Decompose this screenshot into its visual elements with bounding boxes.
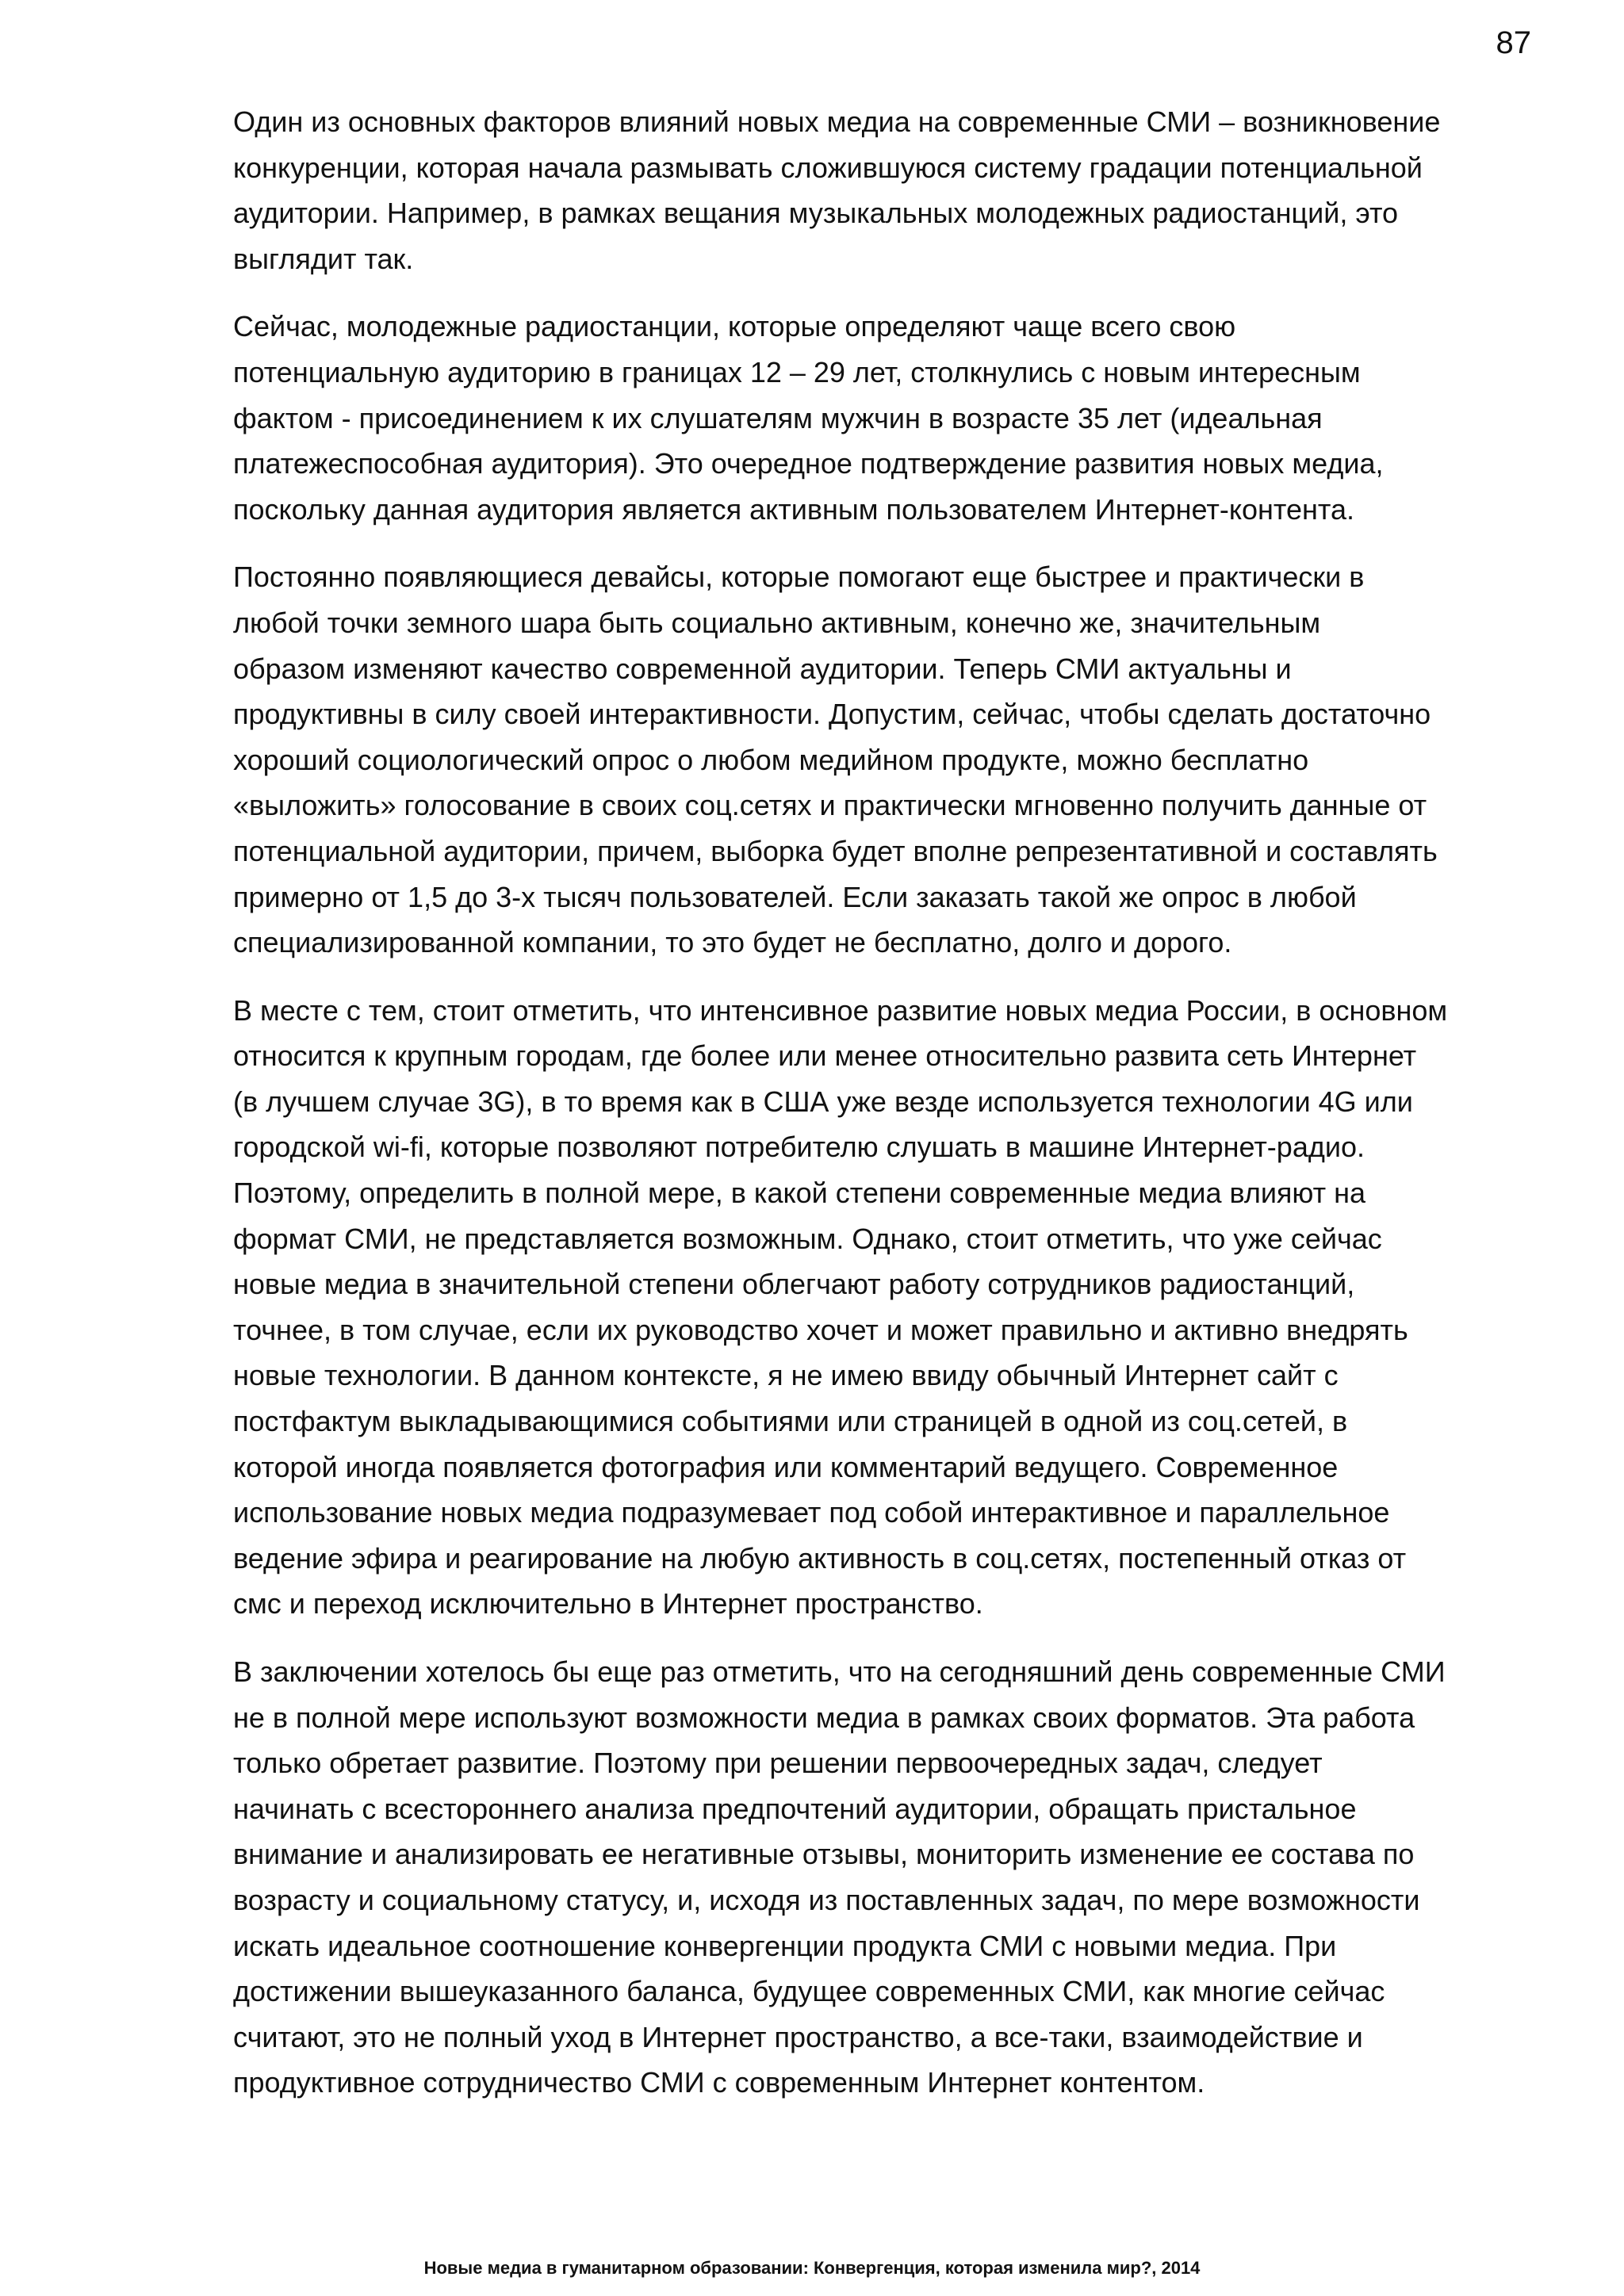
text-line: поскольку данная аудитория является активным пользователем Интернет-контента. — [233, 492, 1354, 526]
text-line: (в лучшем случае 3G), в то время как в США уже везде используется технологии 4G или — [233, 1085, 1413, 1118]
page-footer: Новые медиа в гуманитарном образовании: Конвергенция, которая изменила мир?, 2014 — [423, 2258, 1201, 2278]
text-line: возрасту и социальному статусу, и, исходя из поставленных задач, по мере возможности — [233, 1883, 1420, 1916]
text-line: точнее, в том случае, если их руководство хочет и может правильно и активно внедрять — [233, 1313, 1408, 1346]
text-line: «выложить» голосование в своих соц.сетях и практически мгновенно получить данные от — [233, 789, 1427, 822]
text-line: формат СМИ, не представляется возможным. Однако, стоит отметить, что уже сейчас — [233, 1222, 1382, 1255]
paragraph — [233, 554, 1526, 965]
text-line: городской wi-fi, которые позволяют потребителю слушать в машине Интернет-радио. — [233, 1131, 1365, 1164]
text-line: примерно от 1,5 до 3-х тысяч пользователей. Если заказать такой же опрос в любой — [233, 880, 1357, 913]
text-line: ведение эфира и реагирование на любую активность в соц.сетях, постепенный отказ от — [233, 1541, 1407, 1575]
text-line: не в полной мере используют возможности медиа в рамках своих форматов. Эта работа — [233, 1701, 1415, 1734]
text-line: специализированной компании, то это будет не бесплатно, долго и дорого. — [233, 926, 1232, 959]
text-line: аудитории. Например, в рамках вещания музыкальных молодежных радиостанций, это — [233, 197, 1399, 230]
text-line: считают, это не полный уход в Интернет пространство, а все-таки, взаимодействие и — [233, 2020, 1363, 2053]
text-line: Постоянно появляющиеся девайсы, которые помогают еще быстрее и практически в — [233, 561, 1365, 594]
text-line: только обретает развитие. Поэтому при решении первоочередных задач, следует — [233, 1747, 1323, 1780]
text-line: фактом - присоединением к их слушателям мужчин в возрасте 35 лет (идеальная — [233, 401, 1323, 434]
text-line: внимание и анализировать ее негативные отзывы, мониторить изменение ее состава по — [233, 1838, 1415, 1871]
text-line: Сейчас, молодежные радиостанции, которые определяют чаще всего свою — [233, 310, 1236, 343]
text-line: выглядит так. — [233, 242, 414, 275]
text-line: использование новых медиа подразумевает под собой интерактивное и параллельное — [233, 1496, 1390, 1529]
text-line: новые медиа в значительной степени облегчают работу сотрудников радиостанций, — [233, 1268, 1355, 1301]
text-line: образом изменяют качество современной аудитории. Теперь СМИ актуальны и — [233, 652, 1292, 685]
text-line: платежеспособная аудитория). Это очередное подтверждение развития новых медиа, — [233, 447, 1384, 480]
document-body — [233, 99, 1526, 2128]
text-line: достижении вышеуказанного баланса, будущее современных СМИ, как многие сейчас — [233, 1975, 1385, 2008]
text-line: смс и переход исключительно в Интернет пространство. — [233, 1587, 983, 1621]
text-line: В заключении хотелось бы еще раз отметить, что на сегодняшний день современные СМИ — [233, 1655, 1446, 1688]
text-line: новые технологии. В данном контексте, я не имею ввиду обычный Интернет сайт с — [233, 1359, 1339, 1392]
text-line: потенциальную аудиторию в границах 12 – 29 лет, столкнулись с новым интересным — [233, 355, 1361, 388]
text-line: потенциальной аудитории, причем, выборка будет вполне репрезентативной и составлять — [233, 834, 1438, 867]
text-line: начинать с всестороннего анализа предпочтений аудитории, обращать пристальное — [233, 1792, 1357, 1825]
text-line: продуктивное сотрудничество СМИ с современным Интернет контентом. — [233, 2066, 1205, 2099]
paragraph — [233, 99, 1526, 281]
paragraph — [233, 1649, 1526, 2106]
text-line: постфактум выкладывающимися событиями или страницей в одной из соц.сетей, в — [233, 1405, 1348, 1438]
text-line: относится к крупным городам, где более или менее относительно развита сеть Интернет — [233, 1039, 1417, 1073]
text-line: Один из основных факторов влияний новых медиа на современные СМИ – возникновение — [233, 105, 1441, 138]
paragraph — [233, 988, 1526, 1627]
page-number: 87 — [1496, 25, 1531, 60]
text-line: которой иногда появляется фотография или комментарий ведущего. Современное — [233, 1450, 1339, 1483]
text-line: В месте с тем, стоит отметить, что интенсивное развитие новых медиа России, в основном — [233, 993, 1448, 1027]
text-line: конкуренции, которая начала размывать сложившуюся систему градации потенциальной — [233, 151, 1423, 184]
text-line: любой точки земного шара быть социально активным, конечно же, значительным — [233, 606, 1321, 639]
text-line: хороший социологический опрос о любом медийном продукте, можно бесплатно — [233, 743, 1309, 776]
text-line: искать идеальное соотношение конвергенции продукта СМИ с новыми медиа. При — [233, 1929, 1337, 1962]
text-line: Поэтому, определить в полной мере, в какой степени современные медиа влияют на — [233, 1177, 1366, 1210]
paragraph — [233, 304, 1526, 532]
text-line: продуктивны в силу своей интерактивности. Допустим, сейчас, чтобы сделать достаточно — [233, 698, 1431, 731]
